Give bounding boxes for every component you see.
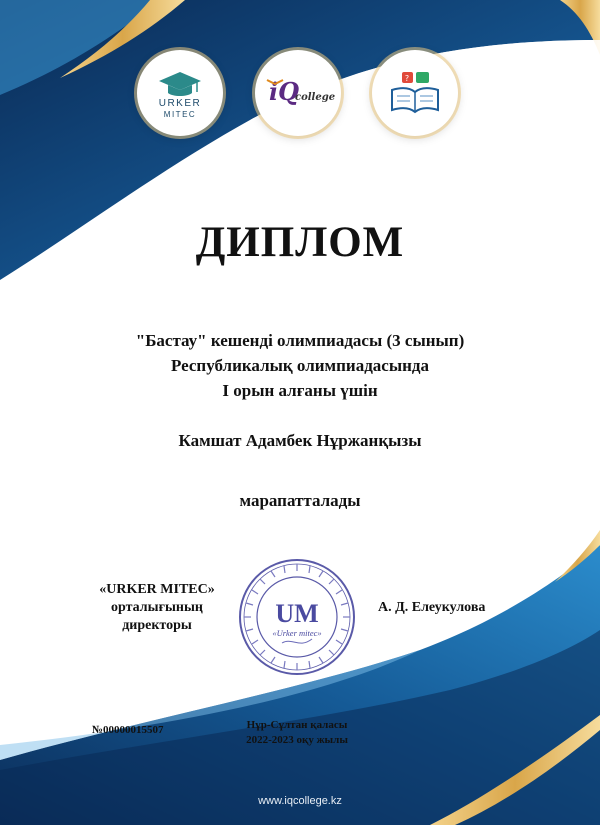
- svg-text:UM: UM: [275, 599, 319, 628]
- signatory-name: А. Д. Елеукулова: [378, 600, 486, 615]
- signatory-line2: орталығының: [111, 600, 203, 615]
- svg-text:college: college: [295, 92, 336, 103]
- signatory-title: [78, 581, 236, 635]
- issue-place: [222, 718, 372, 748]
- awarded-text: марапатталады: [239, 491, 361, 510]
- svg-text:iQ: iQ: [269, 77, 300, 106]
- iq-college-logo: [255, 50, 341, 136]
- olympiad-name: "Бастау" кешенді олимпиадасы (3 сынып): [135, 331, 465, 350]
- signatory-line3: директоры: [122, 618, 192, 633]
- page-title: ДИПЛОМ: [195, 219, 405, 266]
- graduation-cap-icon: [159, 72, 201, 90]
- academic-year: 2022-2023 оқу жылы: [246, 734, 348, 746]
- svg-text:MITEC: MITEC: [163, 110, 197, 119]
- place-awarded: I орын алғаны үшін: [222, 381, 378, 400]
- open-book-icon: [372, 50, 458, 136]
- svg-text:«Urker mitec»: «Urker mitec»: [272, 628, 322, 638]
- city: Нұр-Сұлтан қаласы: [246, 719, 348, 731]
- olympiad-book-logo: [372, 50, 458, 136]
- urker-mitec-logo: [137, 50, 223, 136]
- signatory-org: «URKER MITEC»: [99, 582, 215, 597]
- website-url: www.iqcollege.kz: [258, 795, 342, 807]
- official-seal: [237, 557, 357, 677]
- diploma-number: №00000015507: [92, 724, 164, 736]
- svg-text:?: ?: [404, 74, 410, 83]
- svg-text:URKER: URKER: [158, 98, 202, 109]
- olympiad-level: Республикалық олимпиадасында: [170, 356, 430, 375]
- signature-mark: [282, 639, 312, 643]
- recipient-name: Камшат Адамбек Нұржанқызы: [178, 431, 422, 450]
